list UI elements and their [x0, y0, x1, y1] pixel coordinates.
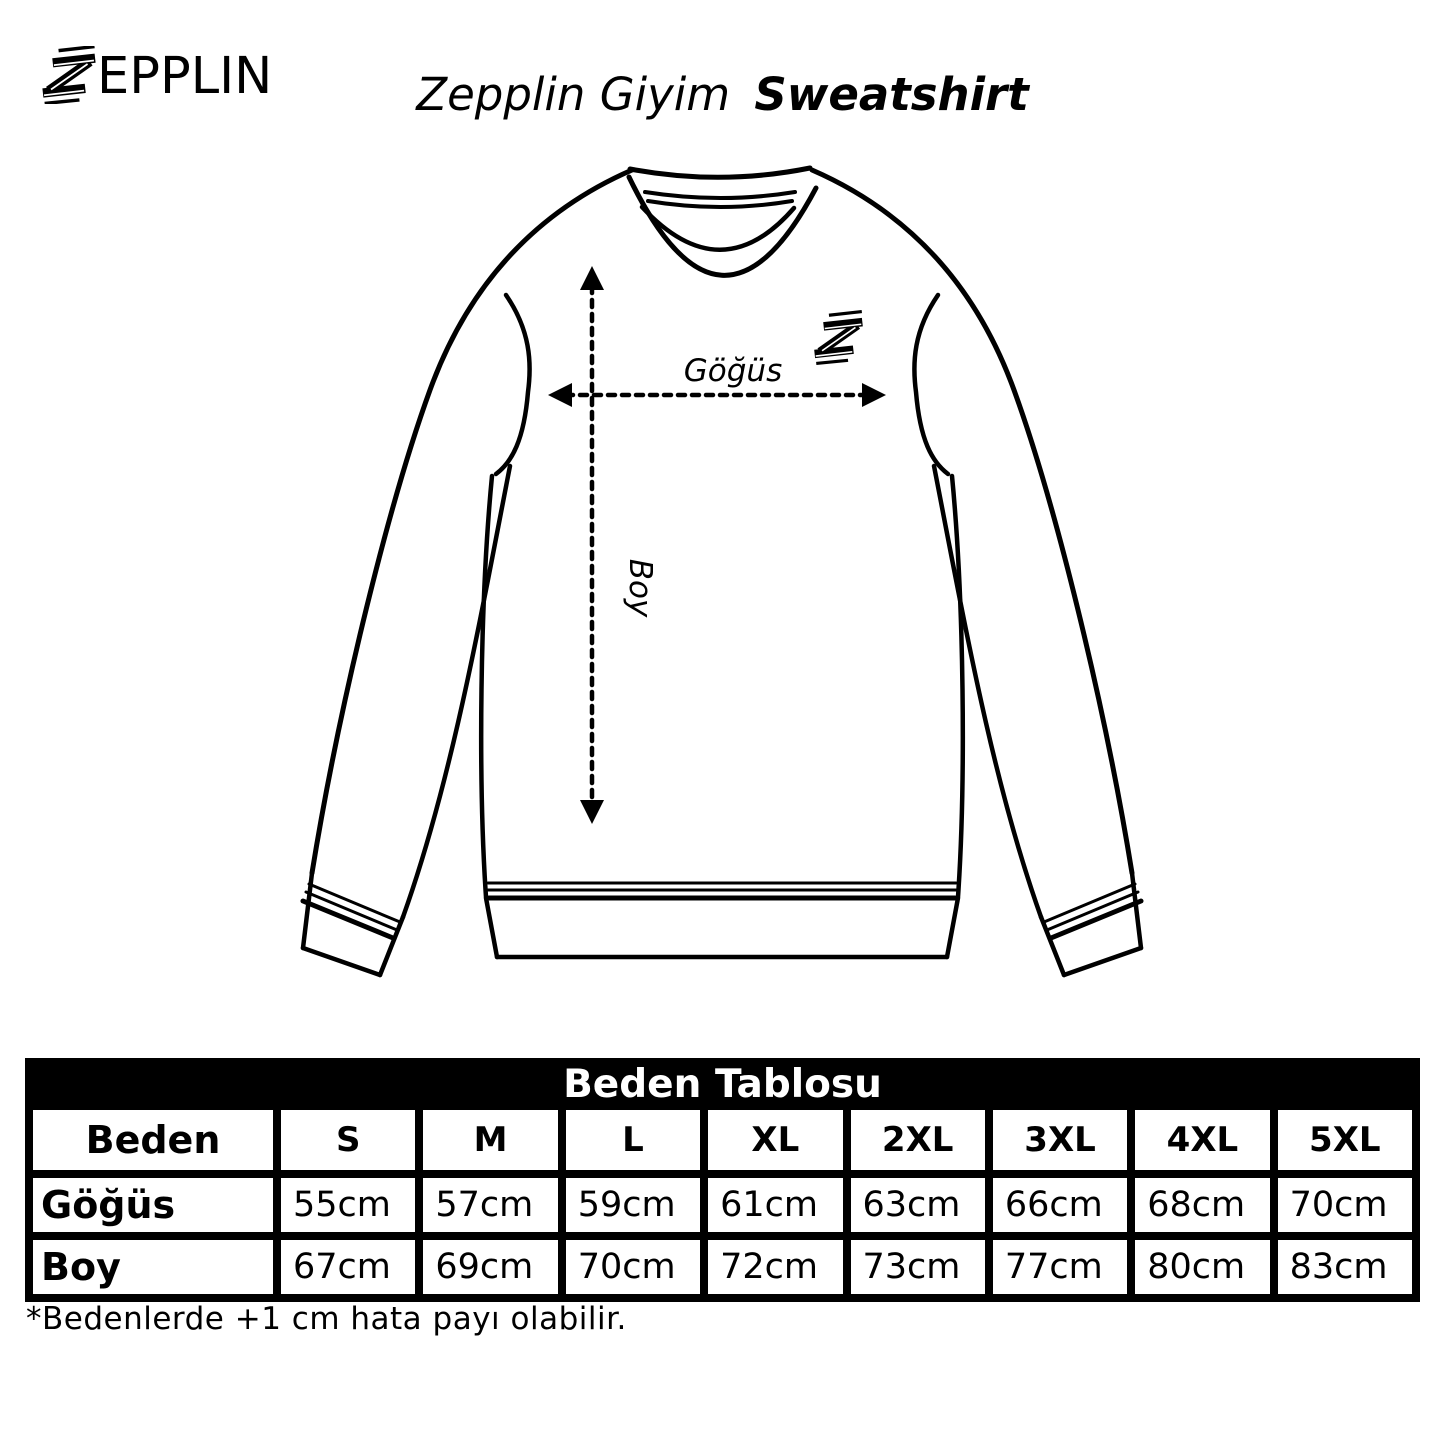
chest-value-5xl: 70cm — [1278, 1178, 1412, 1232]
length-value-3xl: 77cm — [993, 1240, 1127, 1294]
length-value-2xl: 73cm — [851, 1240, 985, 1294]
size-table — [25, 1058, 1420, 1302]
length-value-xl: 72cm — [708, 1240, 842, 1294]
size-col-header-m: M — [423, 1110, 557, 1170]
length-value-4xl: 80cm — [1135, 1240, 1269, 1294]
chest-value-xl: 61cm — [708, 1178, 842, 1232]
size-table-grid — [33, 1110, 1412, 1294]
collar — [629, 168, 816, 275]
size-col-header-4xl: 4XL — [1135, 1110, 1269, 1170]
sleeves-outline — [312, 170, 1132, 917]
chest-row-label: Göğüs — [33, 1178, 273, 1232]
chest-value-m: 57cm — [423, 1178, 557, 1232]
length-measure-label: Boy — [622, 558, 658, 618]
size-col-header-s: S — [281, 1110, 415, 1170]
chest-z-icon — [815, 312, 863, 364]
size-col-header-5xl: 5XL — [1278, 1110, 1412, 1170]
page-title-emphasis: Sweatshirt — [754, 68, 1029, 121]
right-cuff — [1041, 873, 1141, 975]
size-col-header-xl: XL — [708, 1110, 842, 1170]
length-value-5xl: 83cm — [1278, 1240, 1412, 1294]
waistband — [486, 883, 958, 957]
left-cuff — [303, 873, 403, 975]
size-col-header-3xl: 3XL — [993, 1110, 1127, 1170]
length-value-m: 69cm — [423, 1240, 557, 1294]
brand-name: EPPLIN — [97, 47, 273, 106]
chest-value-s: 55cm — [281, 1178, 415, 1232]
chest-measure-label: Göğüs — [683, 353, 783, 389]
size-col-header-2xl: 2XL — [851, 1110, 985, 1170]
length-row-label: Boy — [33, 1240, 273, 1294]
chest-value-2xl: 63cm — [851, 1178, 985, 1232]
length-arrow — [580, 266, 604, 824]
length-value-l: 70cm — [566, 1240, 700, 1294]
chest-value-4xl: 68cm — [1135, 1178, 1269, 1232]
tolerance-footnote: *Bedenlerde +1 cm hata payı olabilir. — [26, 1301, 627, 1337]
chest-value-l: 59cm — [566, 1178, 700, 1232]
chest-value-3xl: 66cm — [993, 1178, 1127, 1232]
size-col-header-l: L — [566, 1110, 700, 1170]
length-value-s: 67cm — [281, 1240, 415, 1294]
size-table-title: Beden Tablosu — [563, 1062, 882, 1107]
page-title-prefix: Zepplin Giyim — [416, 68, 731, 121]
size-table-corner-header: Beden — [33, 1110, 273, 1170]
